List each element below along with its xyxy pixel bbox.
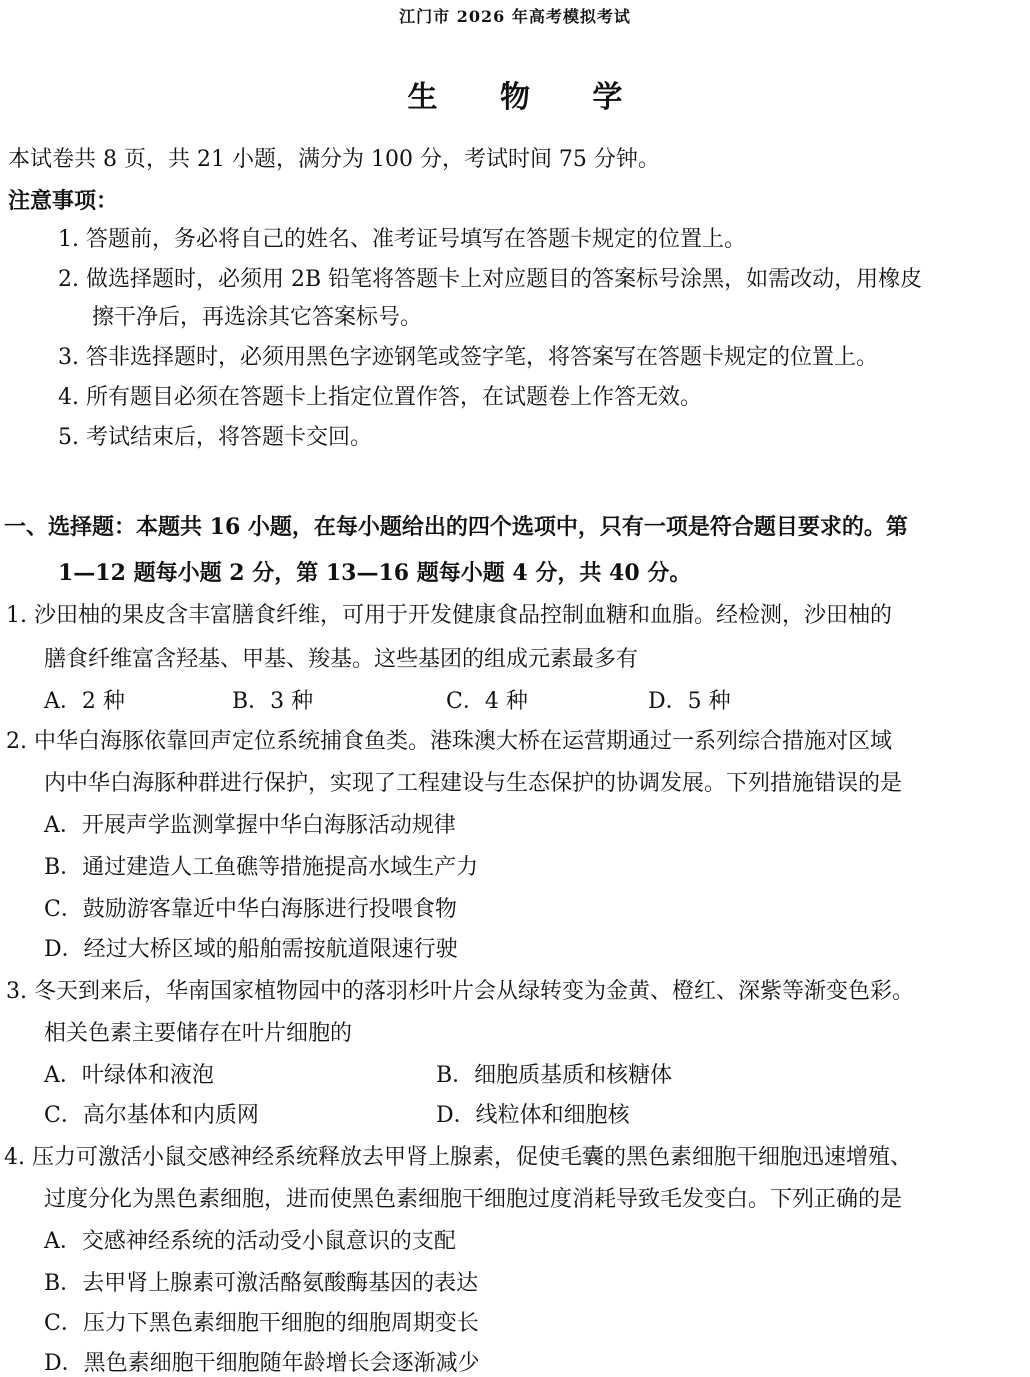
question-stem: 3. 冬天到来后，华南国家植物园中的落羽杉叶片会从绿转变为金黄、橙红、深紫等渐变色彩。 — [6, 979, 914, 1004]
option-c: C．4 种 — [446, 689, 528, 714]
section-heading-continued: 1—12 题每小题 2 分，第 13—16 题每小题 4 分，共 40 分。 — [58, 560, 692, 586]
option-b: B．3 种 — [232, 689, 314, 714]
option-d: D．经过大桥区域的船舶需按航道限速行驶 — [44, 937, 458, 962]
option-a: A．叶绿体和液泡 — [44, 1063, 214, 1088]
section-heading: 一、选择题：本题共 16 小题，在每小题给出的四个选项中，只有一项是符合题目要求的。第 — [4, 514, 908, 540]
notice-item-continued: 擦干净后，再选涂其它答案标号。 — [92, 305, 423, 330]
option-a: A．2 种 — [44, 689, 125, 714]
option-a: A．交感神经系统的活动受小鼠意识的支配 — [44, 1229, 456, 1254]
option-d: D．黑色素细胞干细胞随年龄增长会逐渐减少 — [44, 1351, 480, 1376]
exam-title: 江门市 2026 年高考模拟考试 — [399, 7, 631, 26]
subject-title: 生 物 学 — [407, 80, 649, 115]
option-b: B．去甲肾上腺素可激活酪氨酸酶基因的表达 — [44, 1271, 479, 1296]
notice-item: 4. 所有题目必须在答题卡上指定位置作答，在试题卷上作答无效。 — [58, 385, 702, 410]
question-stem-continued: 内中华白海豚种群进行保护，实现了工程建设与生态保护的协调发展。下列措施错误的是 — [44, 771, 903, 796]
notice-heading: 注意事项： — [8, 188, 119, 214]
question-stem-continued: 过度分化为黑色素细胞，进而使黑色素细胞干细胞过度消耗导致毛发变白。下列正确的是 — [44, 1187, 903, 1212]
option-c: C．高尔基体和内质网 — [44, 1103, 259, 1128]
notice-item: 5. 考试结束后，将答题卡交回。 — [58, 425, 372, 450]
question-stem-continued: 膳食纤维富含羟基、甲基、羧基。这些基团的组成元素最多有 — [44, 647, 639, 672]
question-stem: 4. 压力可激活小鼠交感神经系统释放去甲肾上腺素，促使毛囊的黑色素细胞干细胞迅速增殖、 — [4, 1145, 912, 1170]
question-stem: 2. 中华白海豚依靠回声定位系统捕食鱼类。港珠澳大桥在运营期通过一系列综合措施对区域 — [6, 729, 892, 754]
notice-item: 2. 做选择题时，必须用 2B 铅笔将答题卡上对应题目的答案标号涂黑，如需改动，用橡皮 — [58, 267, 923, 292]
option-b: B．通过建造人工鱼礁等措施提高水域生产力 — [44, 855, 479, 880]
option-a: A．开展声学监测掌握中华白海豚活动规律 — [44, 813, 456, 838]
option-d: D．线粒体和细胞核 — [436, 1103, 630, 1128]
question-stem: 1. 沙田柚的果皮含丰富膳食纤维，可用于开发健康食品控制血糖和血脂。经检测，沙田柚的 — [6, 603, 892, 628]
option-c: C．鼓励游客靠近中华白海豚进行投喂食物 — [44, 897, 457, 922]
option-c: C．压力下黑色素细胞干细胞的细胞周期变长 — [44, 1311, 479, 1336]
option-b: B．细胞质基质和核糖体 — [436, 1063, 673, 1088]
option-d: D．5 种 — [648, 689, 731, 714]
notice-item: 1. 答题前，务必将自己的姓名、准考证号填写在答题卡规定的位置上。 — [58, 227, 746, 252]
notice-item: 3. 答非选择题时，必须用黑色字迹钢笔或签字笔，将答案写在答题卡规定的位置上。 — [58, 345, 878, 370]
exam-intro: 本试卷共 8 页，共 21 小题，满分为 100 分，考试时间 75 分钟。 — [8, 147, 660, 172]
question-stem-continued: 相关色素主要储存在叶片细胞的 — [44, 1021, 353, 1046]
